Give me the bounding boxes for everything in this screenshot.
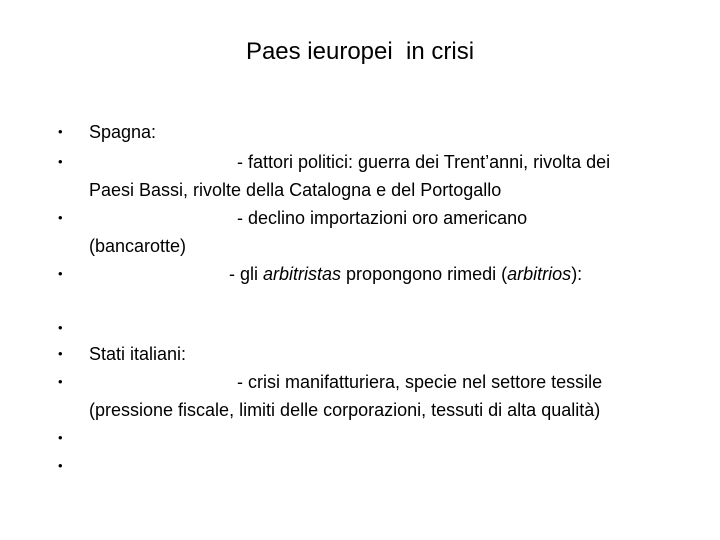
bullet-marker: •	[58, 430, 63, 445]
list-item	[58, 260, 698, 288]
bullet-marker: •	[58, 154, 63, 169]
spain-point-2: - declino importazioni oro americano	[237, 208, 528, 228]
list-item	[58, 118, 698, 146]
italy-point-1-cont: (pressione fiscale, limiti delle corporazioni, tessuti di alta qualità)	[89, 400, 601, 420]
list-item-empty	[58, 452, 698, 480]
bullet-marker: •	[58, 124, 63, 139]
list-item-empty	[58, 314, 698, 340]
bullet-list	[58, 118, 698, 480]
bullet-marker: •	[58, 458, 63, 473]
italy-heading: Stati italiani:	[89, 344, 187, 364]
bullet-marker: •	[58, 374, 63, 389]
spain-heading: Spagna:	[89, 122, 157, 142]
bullet-marker: •	[58, 210, 63, 225]
slide-title: Paes ieuropei in crisi	[245, 38, 475, 65]
list-item	[58, 340, 698, 368]
list-item	[58, 204, 698, 260]
spain-point-2-cont: (bancarotte)	[89, 236, 187, 256]
bullet-marker: •	[58, 320, 63, 335]
spain-point-3: - gli arbitristas propongono rimedi (arbitrios):	[229, 264, 583, 284]
list-item	[58, 368, 698, 424]
list-item-empty	[58, 424, 698, 452]
list-item	[58, 148, 698, 204]
italy-point-1: - crisi manifatturiera, specie nel settore tessile	[237, 372, 603, 392]
bullet-marker: •	[58, 346, 63, 361]
spain-point-1: - fattori politici: guerra dei Trent’anni, rivolta dei	[237, 152, 611, 172]
bullet-marker: •	[58, 266, 63, 281]
spain-point-1-cont: Paesi Bassi, rivolte della Catalogna e del Portogallo	[89, 180, 502, 200]
